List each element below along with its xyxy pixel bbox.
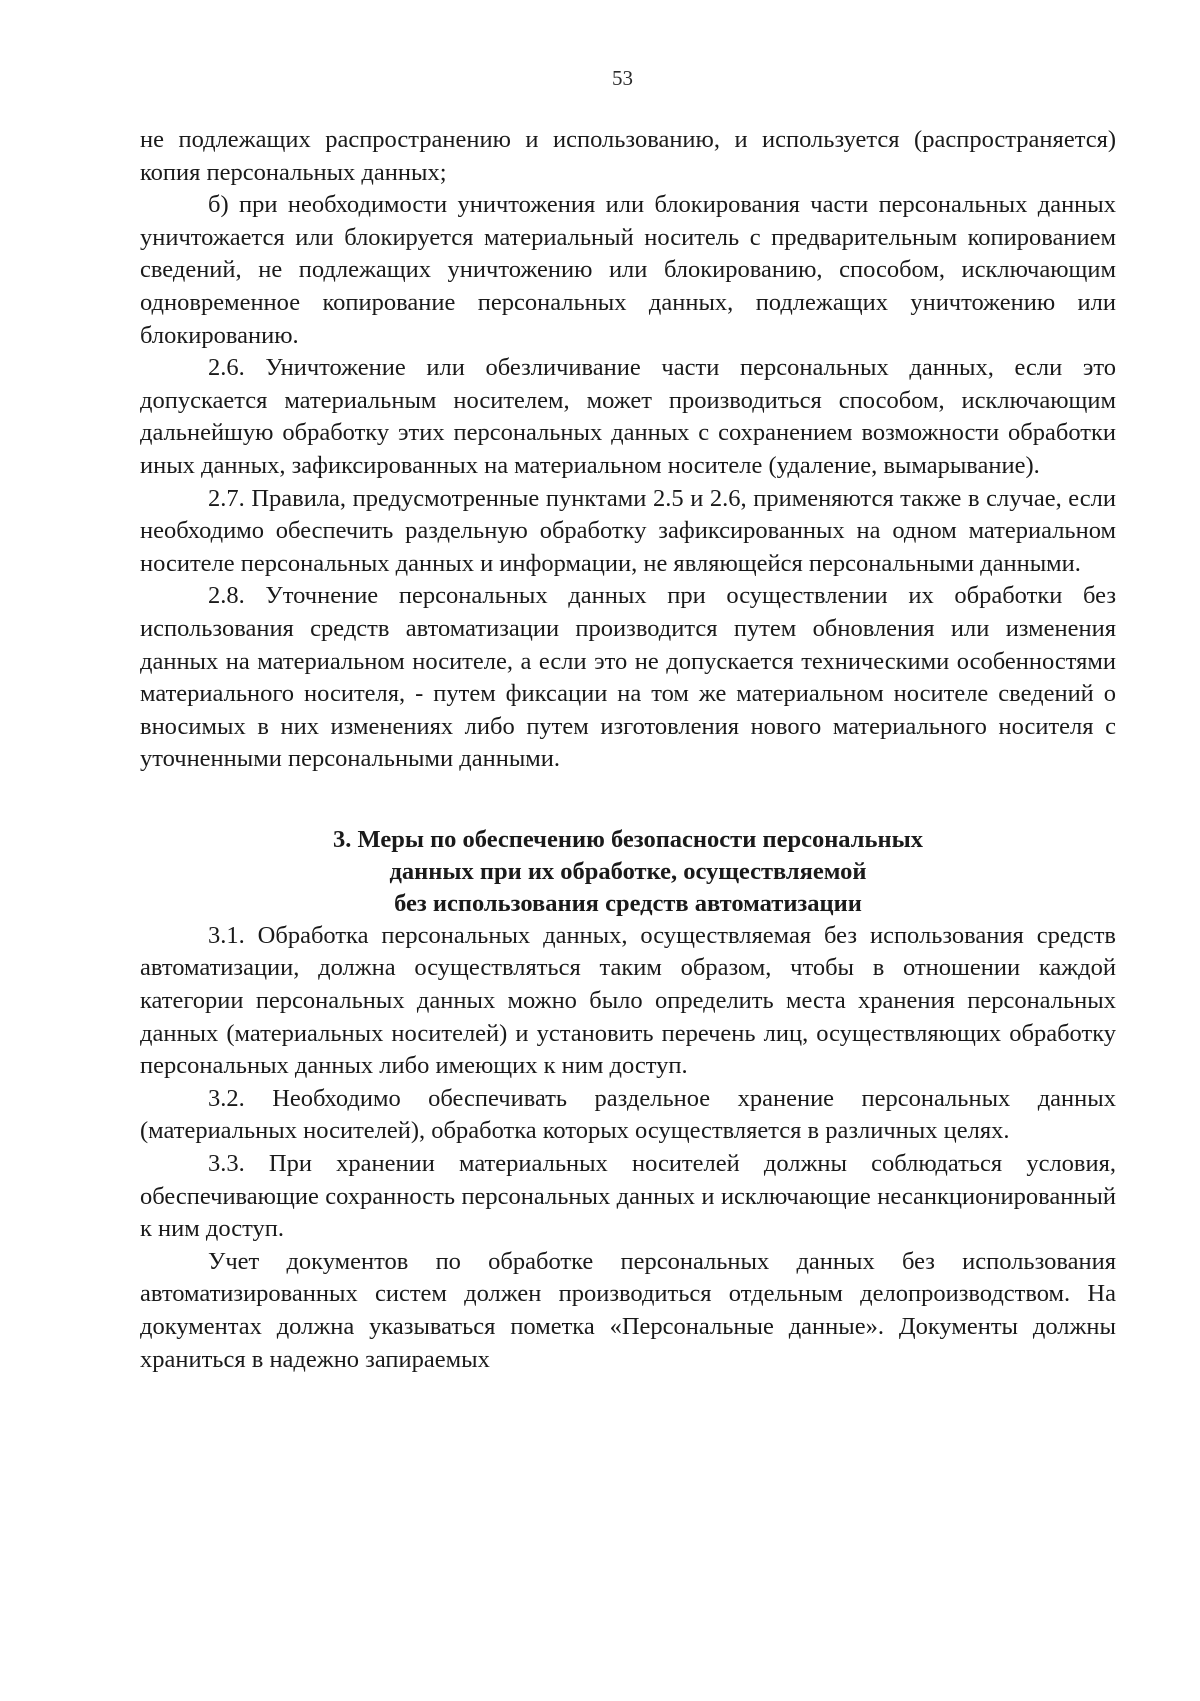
paragraph-item-b: б) при необходимости уничтожения или блокирования части персональных данных уничтожается или блокируется материальный носитель с предварительным копированием сведений, не подлежащих уничтожению или блокированию, способом, исключающим одновременное копирование персональных данных, подлежащих уничтожению или блокированию. [140,191,1116,349]
paragraph-3-2: 3.2. Необходимо обеспечивать раздельное хранение персональных данных (материальных носителей), обработка которых осуществляется в различных целях. [140,1084,1116,1145]
paragraph-3-1: 3.1. Обработка персональных данных, осуществляемая без использования средств автоматизации, должна осуществляться таким образом, чтобы в отношении каждой категории персональных данных можно было определить места хранения персональных данных (материальных носителей) и установить перечень лиц, осуществляющих обработку персональных данных либо имеющих к ним доступ. [140,921,1116,1080]
paragraph-2-7: 2.7. Правила, предусмотренные пунктами 2.5 и 2.6, применяются также в случае, если необходимо обеспечить раздельную обработку зафиксированных на одном материальном носителе персональных данных и информации, не являющейся персональными данными. [140,484,1116,577]
paragraph-2-6: 2.6. Уничтожение или обезличивание части персональных данных, если это допускается материальным носителем, может производиться способом, исключающим дальнейшую обработку этих персональных данных с сохранением возможности обработки иных данных, зафиксированных на материальном носителе (удаление, вымарывание). [140,354,1116,479]
section-heading-line-3: без использования средств автоматизации [394,889,862,917]
page-number: 53 [612,66,633,90]
paragraph-3-3: 3.3. При хранении материальных носителей должны соблюдаться условия, обеспечивающие сохранность персональных данных и исключающие несанкционированный к ним доступ. [140,1150,1116,1243]
paragraph-2-8: 2.8. Уточнение персональных данных при осуществлении их обработки без использования средств автоматизации производится путем обновления или изменения данных на материальном носителе, а если это не допускается техническими особенностями материального носителя, - путем фиксации на том же материальном носителе сведений о вносимых в них изменениях либо путем изготовления нового материального носителя с уточненными персональными данными. [140,582,1116,773]
section-heading-line-2: данных при их обработке, осуществляемой [389,857,867,885]
section-3-heading [140,824,1116,920]
document-body [140,124,1116,1376]
paragraph-continuation: не подлежащих распространению и использованию, и используется (распространяется) копия персональных данных; [140,126,1116,186]
paragraph-document-accounting: Учет документов по обработке персональных данных без использования автоматизированных систем должен производиться отдельным делопроизводством. На документах должна указываться пометка «Персональные данные». Документы должны храниться в надежно запираемых [140,1247,1116,1373]
section-heading-line-1: 3. Меры по обеспечению безопасности персональных [333,825,923,853]
